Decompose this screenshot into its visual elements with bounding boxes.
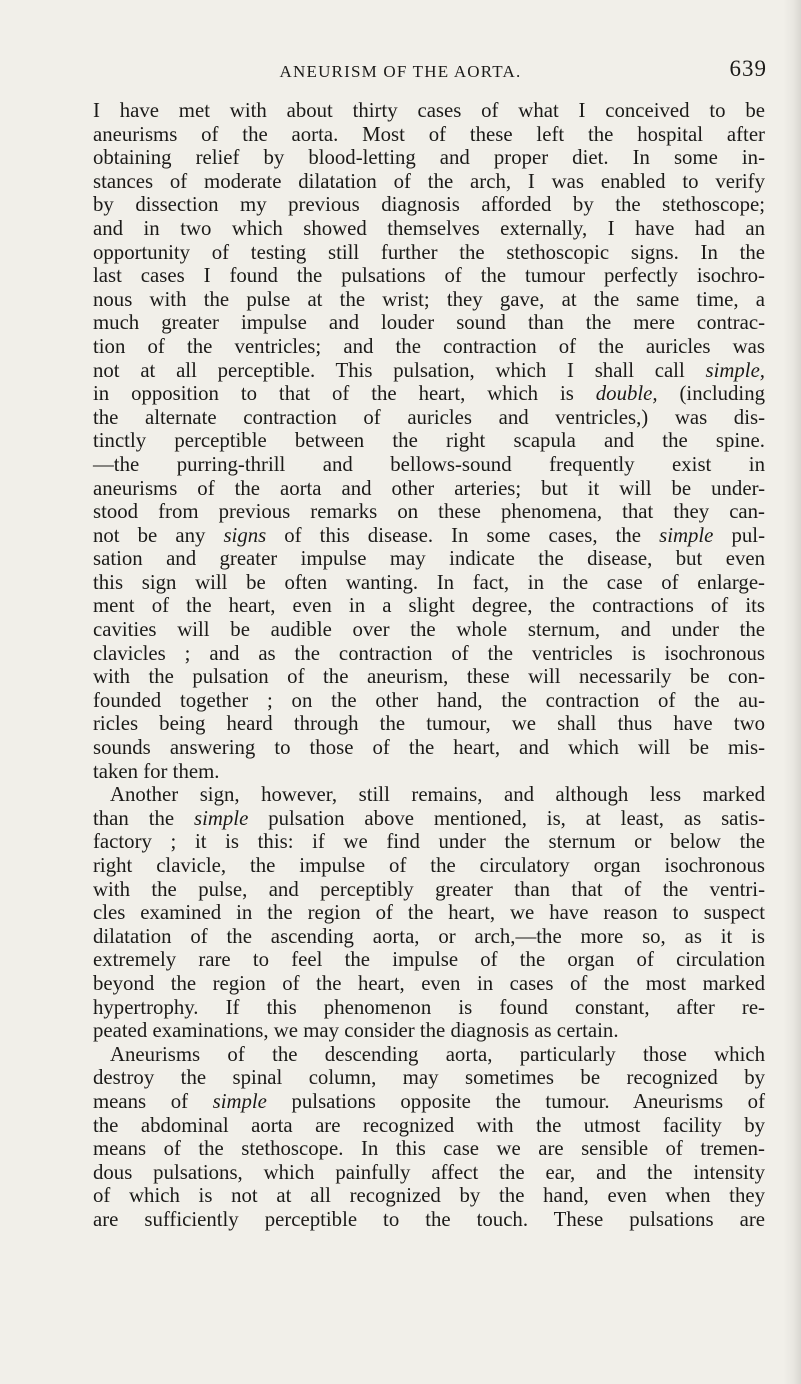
text-line [93, 311, 765, 335]
text-run: by dissection my previous diagnosis afforded by the stethoscope; [93, 193, 765, 217]
text-line [93, 571, 765, 595]
page-header [0, 58, 801, 88]
text-line [93, 193, 765, 217]
text-run: factory ; it is this: if we find under the sternum or below the [93, 830, 765, 854]
text-run: dilatation of the ascending aorta, or arch,—the more so, as it is [93, 924, 765, 948]
text-run: with the pulse, and perceptibly greater than that of the ventri- [93, 877, 765, 901]
text-line [93, 429, 765, 453]
text-run: ricles being heard through the tumour, we shall thus have two [93, 712, 765, 736]
text-line [93, 241, 765, 265]
text-line [93, 359, 765, 383]
text-run: much greater impulse and louder sound than the mere contrac- [93, 311, 765, 335]
running-head: ANEURISM OF THE AORTA. [279, 62, 522, 81]
text-run: tinctly perceptible between the right scapula and the spine. [93, 429, 765, 453]
text-run: dous pulsations, which painfully affect the ear, and the intensity [93, 1160, 765, 1184]
text-run: than the [93, 806, 195, 830]
text-line [93, 288, 765, 312]
text-run: are sufficiently perceptible to the touch. These pulsations are [93, 1207, 765, 1231]
text-run: ment of the heart, even in a slight degree, the contractions of its [93, 594, 765, 618]
text-run: means of the stethoscope. In this case we are sensible of tremen- [93, 1137, 765, 1161]
text-line [93, 524, 765, 548]
text-line [93, 689, 765, 713]
text-line [93, 264, 765, 288]
text-run: opportunity of testing still further the stethoscopic signs. In the [93, 240, 765, 264]
text-line [93, 99, 765, 123]
text-run: clavicles ; and as the contraction of the ventricles is isochronous [93, 641, 765, 665]
text-line [93, 901, 765, 925]
text-run: Another sign, however, still remains, and although less marked [110, 783, 765, 807]
text-run: of which is not at all recognized by the hand, even when they [93, 1184, 765, 1208]
text-run: beyond the region of the heart, even in cases of the most marked [93, 971, 765, 995]
text-run: stances of moderate dilatation of the arch, I was enabled to verify [93, 169, 765, 193]
text-run: the alternate contraction of auricles and ventricles,) was dis- [93, 405, 765, 429]
text-line [93, 972, 765, 996]
text-line [93, 783, 765, 807]
text-run: and in two which showed themselves externally, I have had an [93, 216, 765, 240]
text-line [93, 996, 765, 1020]
text-line [93, 453, 765, 477]
text-line [93, 547, 765, 571]
text-line [93, 1090, 765, 1114]
text-line [93, 170, 765, 194]
text-line [93, 925, 765, 949]
text-line [93, 878, 765, 902]
text-line [93, 642, 765, 666]
text-line [93, 335, 765, 359]
text-run: pul- [713, 523, 765, 547]
text-run: of this disease. In some cases, the [266, 523, 660, 547]
text-line [93, 618, 765, 642]
text-run: founded together ; on the other hand, the contraction of the au- [93, 688, 765, 712]
text-run: means of [93, 1089, 213, 1113]
text-run: hypertrophy. If this phenomenon is found constant, after re- [93, 995, 765, 1019]
text-line [93, 1161, 765, 1185]
page-edge-shadow [783, 0, 801, 1384]
page-number: 639 [729, 56, 767, 81]
text-run: with the pulsation of the aneurism, these will necessarily be con- [93, 665, 765, 689]
text-line [93, 477, 765, 501]
text-run: cles examined in the region of the heart, we have reason to suspect [93, 901, 765, 925]
text-line [93, 1019, 765, 1043]
italic-text: signs [223, 523, 267, 547]
text-line [93, 123, 765, 147]
text-run: Aneurisms of the descending aorta, particularly those which [110, 1042, 765, 1066]
text-run: right clavicle, the impulse of the circulatory organ isochronous [93, 854, 765, 877]
text-line [93, 948, 765, 972]
text-line [93, 1208, 765, 1232]
text-line [93, 217, 765, 241]
text-run: aneurisms of the aorta and other arteries; but it will be under- [93, 476, 765, 500]
text-line [93, 854, 765, 878]
text-line [93, 807, 765, 831]
text-run: tion of the ventricles; and the contraction of the auricles was [93, 334, 765, 358]
text-run: aneurisms of the aorta. Most of these left the hospital after [93, 122, 765, 146]
italic-text: simple [212, 1089, 267, 1113]
text-line [93, 594, 765, 618]
text-run: sounds answering to those of the heart, and which will be mis- [93, 736, 765, 760]
text-run: cavities will be audible over the whole sternum, and under the [93, 618, 765, 642]
text-line [93, 146, 765, 170]
text-line [93, 1137, 765, 1161]
text-line [93, 500, 765, 524]
italic-text: simple [659, 523, 714, 547]
text-run: stood from previous remarks on these phenomena, that they can- [93, 500, 765, 524]
text-run: the abdominal aorta are recognized with the utmost facility by [93, 1113, 765, 1137]
italic-text: simple, [705, 358, 765, 382]
text-run: pulsations opposite the tumour. Aneurisms of [266, 1089, 765, 1113]
text-line [93, 760, 765, 784]
text-run: not at all perceptible. This pulsation, which I shall call [93, 358, 706, 382]
text-run: this sign will be often wanting. In fact, in the case of enlarge- [93, 570, 765, 594]
text-line [93, 1184, 765, 1208]
text-run: I have met with about thirty cases of what I conceived to be [93, 99, 765, 122]
text-line [93, 1114, 765, 1138]
text-line [93, 736, 765, 760]
text-run: extremely rare to feel the impulse of the organ of circulation [93, 948, 765, 972]
text-line [93, 1043, 765, 1067]
text-line [93, 382, 765, 406]
text-run: destroy the spinal column, may sometimes be recognized by [93, 1066, 765, 1090]
text-run: taken for them. [93, 759, 220, 783]
text-line [93, 665, 765, 689]
text-line [93, 712, 765, 736]
text-run: peated examinations, we may consider the diagnosis as certain. [93, 1019, 619, 1043]
text-run: last cases I found the pulsations of the tumour perfectly isochro- [93, 264, 765, 288]
text-line [93, 1066, 765, 1090]
italic-text: double, [595, 382, 658, 406]
text-run: —the purring-thrill and bellows-sound frequently exist in [93, 452, 765, 476]
text-run: not be any [93, 523, 224, 547]
text-run: in opposition to that of the heart, which is [93, 382, 596, 406]
text-run: pulsation above mentioned, is, at least, as satis- [248, 806, 765, 830]
text-run: sation and greater impulse may indicate the disease, but even [93, 547, 765, 571]
italic-text: simple [194, 806, 249, 830]
text-line [93, 406, 765, 430]
text-run: nous with the pulse at the wrist; they gave, at the same time, a [93, 287, 765, 311]
text-run: obtaining relief by blood-letting and proper diet. In some in- [93, 146, 765, 170]
text-run: (including [657, 382, 765, 406]
text-line [93, 830, 765, 854]
body-text [93, 99, 765, 1232]
